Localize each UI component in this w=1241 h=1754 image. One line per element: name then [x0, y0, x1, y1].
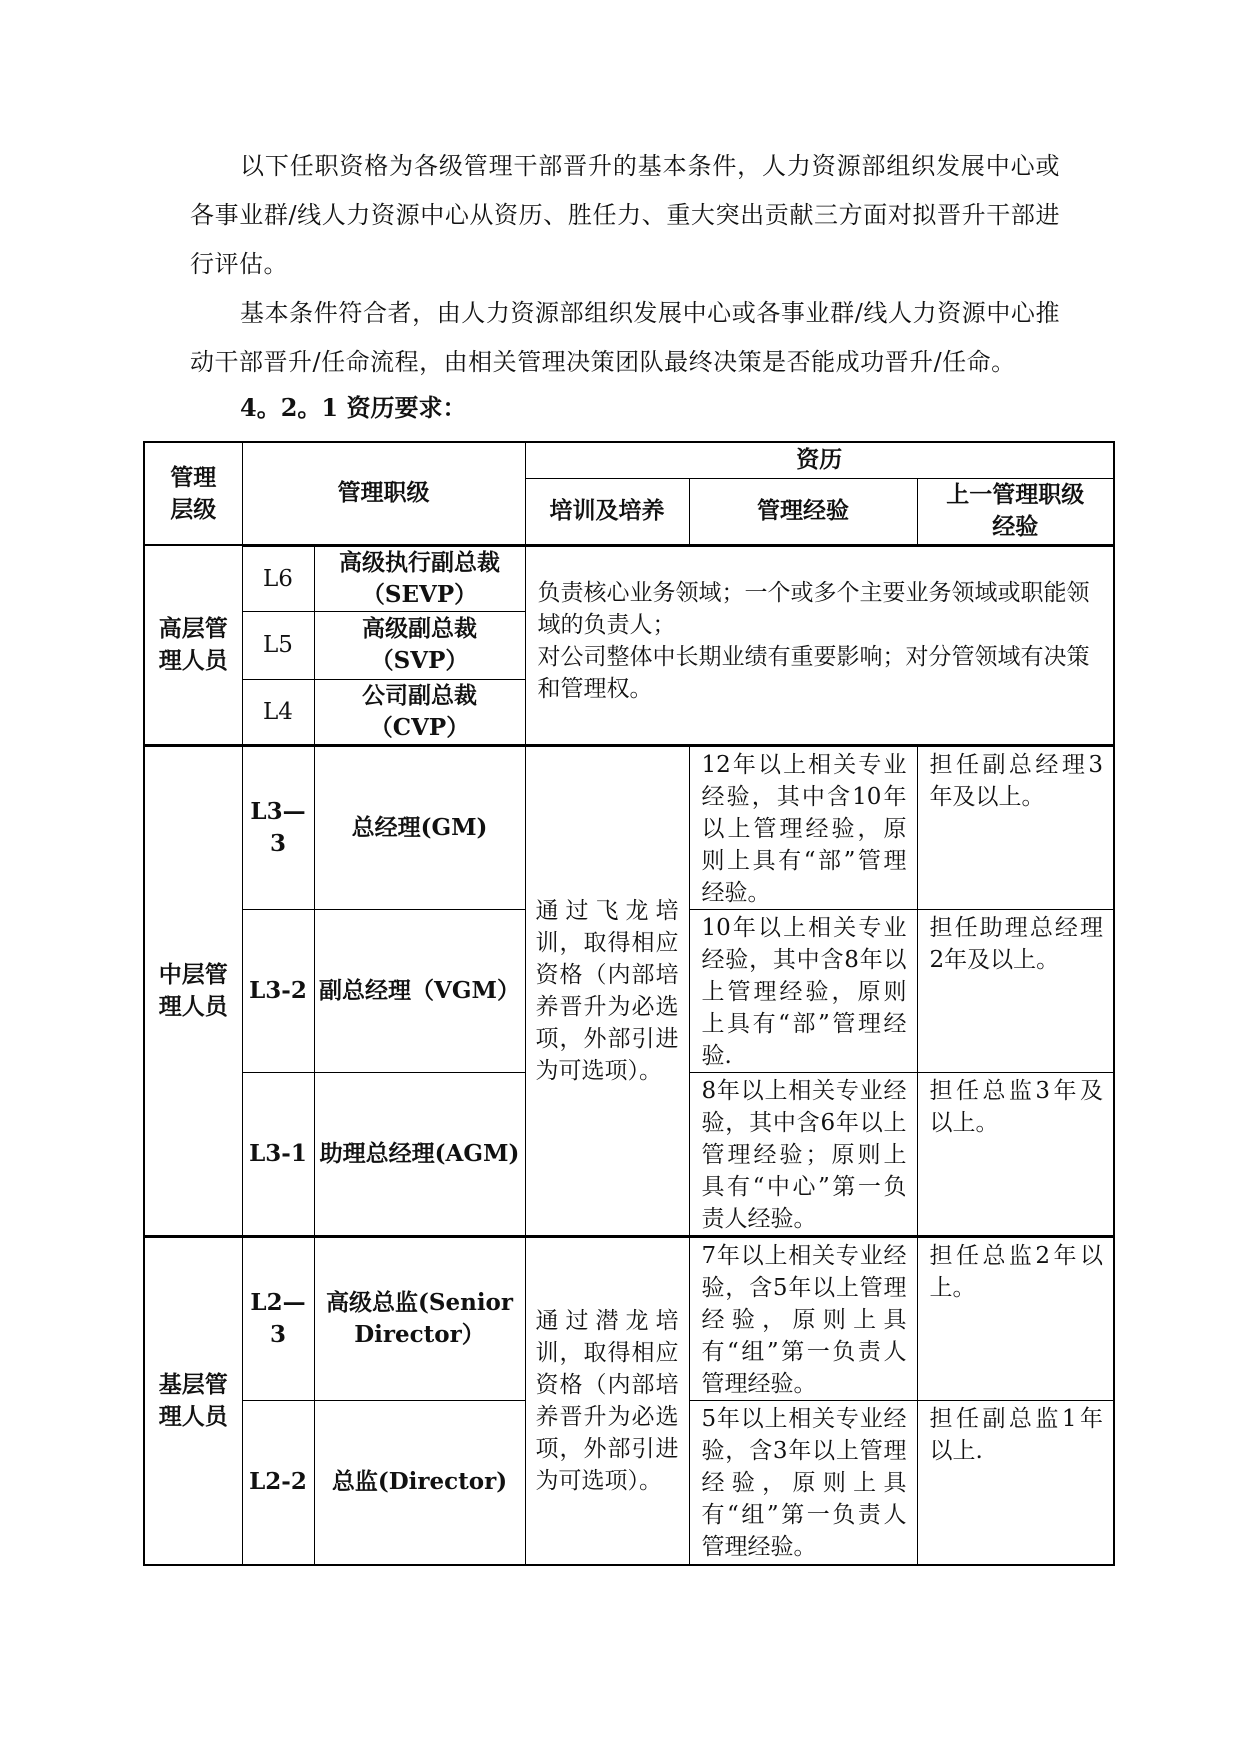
intro-paragraph: 以下任职资格为各级管理干部晋升的基本条件，人力资源部组织发展中心或各事业群/线人力资源中心从资历、胜任力、重大突出贡献三方面对拟晋升干部进行评估。 — [190, 152, 1060, 278]
header-prev-grade: 上一管理职级 经验 — [917, 478, 1114, 545]
group-senior: 高层管 理人员 — [144, 545, 242, 745]
header-level-group: 管理 层级 — [144, 442, 242, 545]
grade-title: 助理总经理(AGM) — [314, 1072, 525, 1236]
prev-grade-cell: 担任副总监1年以上. — [917, 1400, 1114, 1565]
prev-grade-cell: 担任总监2年以上。 — [917, 1236, 1114, 1400]
grade-code: L3-1 — [242, 1072, 314, 1236]
qualification-table — [143, 441, 1115, 1566]
grade-title: 高级执行副总裁 （SEVP） — [314, 545, 525, 611]
header-grade: 管理职级 — [242, 442, 525, 545]
base-training: 通过潜龙培训，取得相应资格（内部培养晋升为必选项，外部引进为可选项）。 — [525, 1236, 689, 1565]
grade-code: L2— 3 — [242, 1236, 314, 1400]
group-middle: 中层管 理人员 — [144, 745, 242, 1236]
grade-code: L3— 3 — [242, 745, 314, 909]
header-training: 培训及培养 — [525, 478, 689, 545]
header-experience: 管理经验 — [689, 478, 917, 545]
middle-training: 通过飞龙培训，取得相应资格（内部培养晋升为必选项，外部引进为可选项）。 — [525, 745, 689, 1236]
grade-title: 高级总监(Senior Director） — [314, 1236, 525, 1400]
grade-title: 总经理(GM) — [314, 745, 525, 909]
grade-title: 副总经理（VGM） — [314, 909, 525, 1072]
process-paragraph: 基本条件符合者，由人力资源部组织发展中心或各事业群/线人力资源中心推动干部晋升/任命流程，由相关管理决策团队最终决策是否能成功晋升/任命。 — [190, 299, 1060, 376]
experience-cell: 7年以上相关专业经验，含5年以上管理经验，原则上具有“组”第一负责人管理经验。 — [689, 1236, 917, 1400]
prev-grade-cell: 担任副总经理3年及以上。 — [917, 745, 1114, 909]
grade-title: 公司副总裁 （CVP） — [314, 679, 525, 745]
grade-title: 总监(Director) — [314, 1400, 525, 1565]
experience-cell: 12年以上相关专业经验，其中含10年以上管理经验，原则上具有“部”管理经验。 — [689, 745, 917, 909]
grade-title: 高级副总裁 （SVP） — [314, 611, 525, 679]
grade-code: L2-2 — [242, 1400, 314, 1565]
grade-code: L4 — [242, 679, 314, 745]
experience-cell: 8年以上相关专业经验，其中含6年以上管理经验；原则上具有“中心”第一负责人经验。 — [689, 1072, 917, 1236]
prev-grade-cell: 担任助理总经理2年及以上。 — [917, 909, 1114, 1072]
prev-grade-cell: 担任总监3年及以上。 — [917, 1072, 1114, 1236]
experience-cell: 5年以上相关专业经验，含3年以上管理经验，原则上具有“组”第一负责人管理经验。 — [689, 1400, 917, 1565]
section-heading: 4。2。1 资历要求： — [240, 393, 467, 422]
senior-description: 负责核心业务领域；一个或多个主要业务领域或职能领域的负责人； 对公司整体中长期业绩有重要影响；对分管领域有决策和管理权。 — [525, 545, 1114, 745]
experience-cell: 10年以上相关专业经验，其中含8年以上管理经验，原则上具有“部”管理经验. — [689, 909, 917, 1072]
header-qualification: 资历 — [525, 442, 1114, 478]
grade-code: L3-2 — [242, 909, 314, 1072]
group-base: 基层管 理人员 — [144, 1236, 242, 1565]
grade-code: L5 — [242, 611, 314, 679]
grade-code: L6 — [242, 545, 314, 611]
